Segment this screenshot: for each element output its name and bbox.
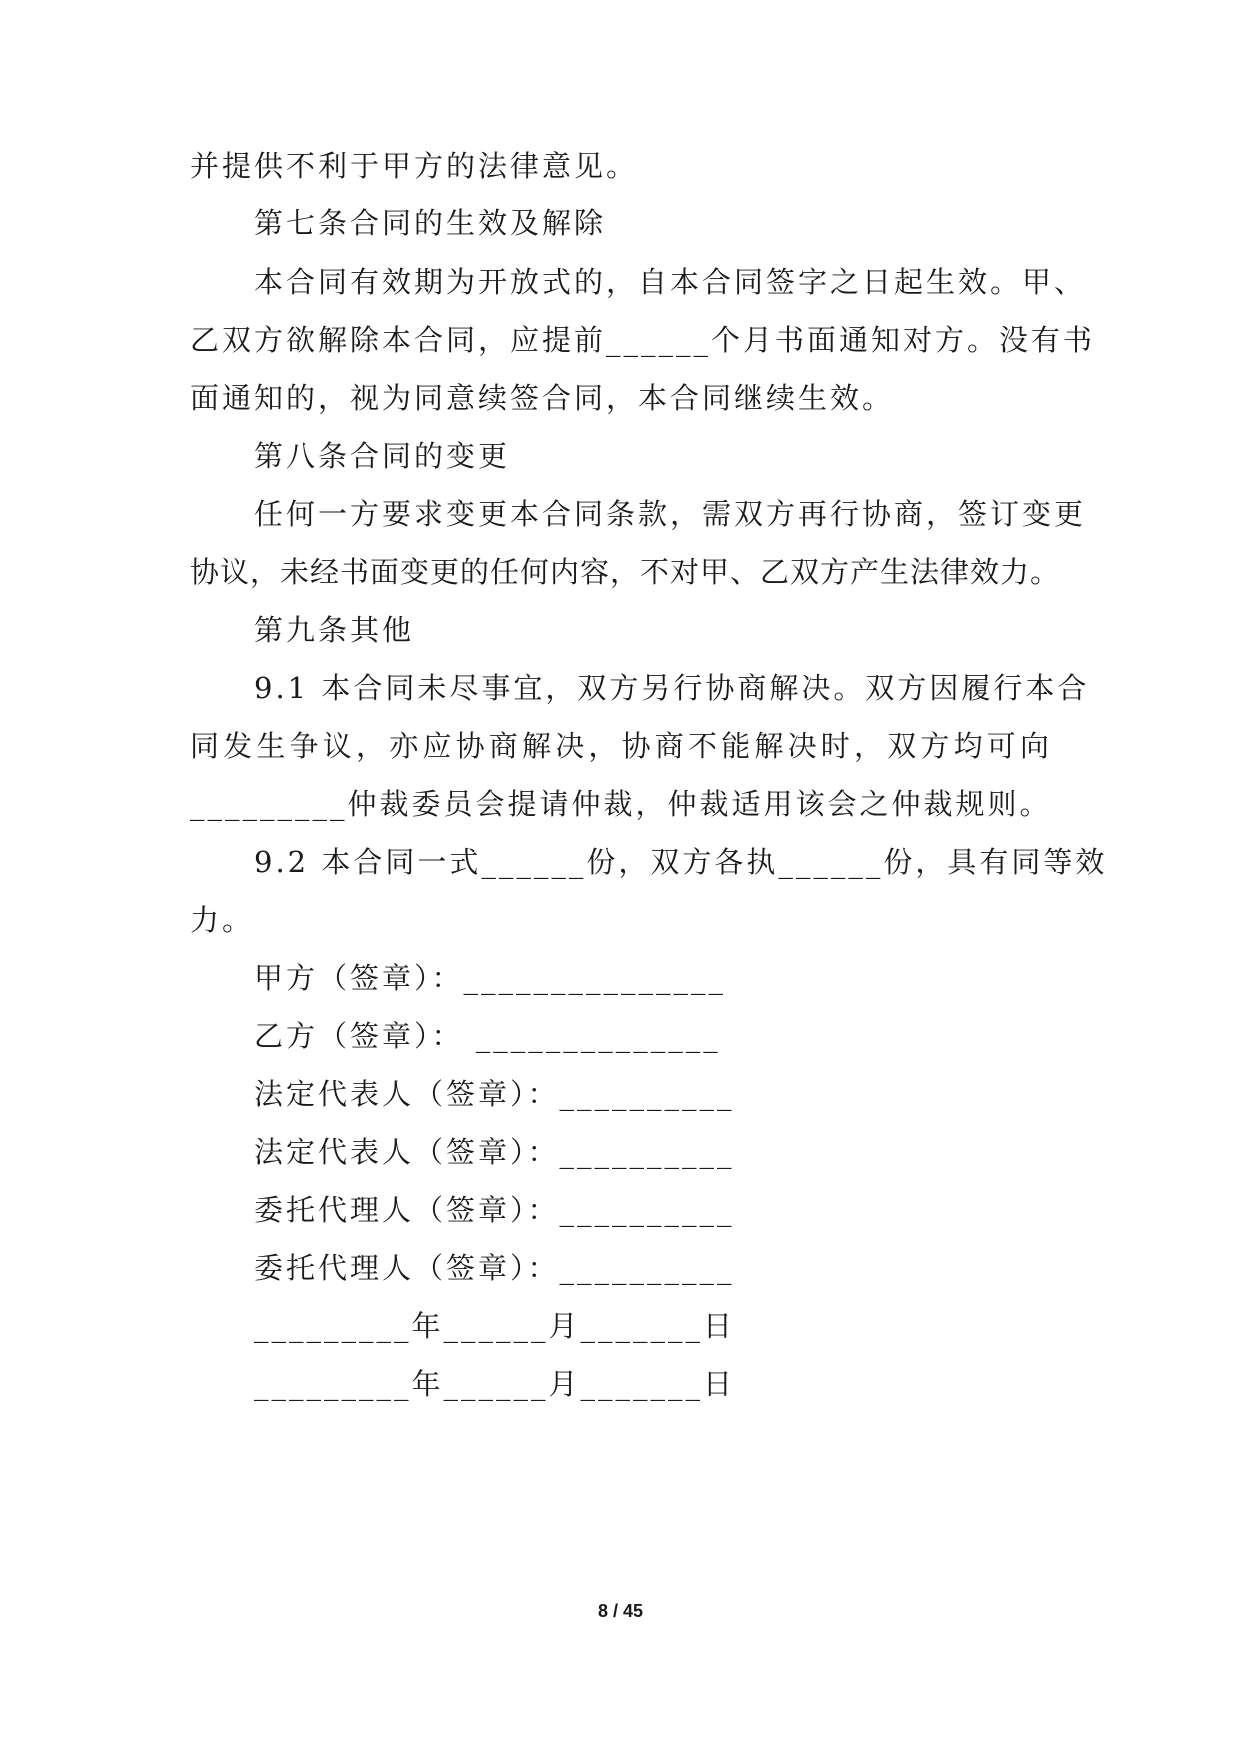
paragraph-line: 协议，未经书面变更的任何内容，不对甲、乙双方产生法律效力。 — [190, 555, 1061, 589]
paragraph-line: 同发生争议，亦应协商解决，协商不能解决时，双方均可向 — [190, 729, 1052, 763]
section-heading-9: 第九条其他 — [254, 613, 415, 647]
paragraph-line: 乙双方欲解除本合同，应提前______个月书面通知对方。没有书 — [190, 323, 1096, 357]
party-b-signature-line: 乙方（签章）： ______________ — [254, 1019, 721, 1053]
legal-representative-signature-line: 法定代表人（签章）：__________ — [254, 1135, 735, 1169]
section-heading-8: 第八条合同的变更 — [254, 439, 511, 473]
date-line: _________年______月_______日 — [254, 1367, 736, 1401]
paragraph-line: 9.2 本合同一式______份，双方各执______份，具有同等效 — [254, 845, 1108, 879]
authorized-agent-signature-line: 委托代理人（签章）：__________ — [254, 1251, 735, 1285]
legal-representative-signature-line: 法定代表人（签章）：__________ — [254, 1077, 735, 1111]
date-line: _________年______月_______日 — [254, 1309, 736, 1343]
party-a-signature-line: 甲方（签章）：_______________ — [254, 961, 727, 995]
paragraph-line: _________仲裁委员会提请仲裁，仲裁适用该会之仲裁规则。 — [190, 787, 1052, 821]
paragraph-line: 任何一方要求变更本合同条款，需双方再行协商，签订变更 — [254, 497, 1087, 531]
paragraph-line: 力。 — [190, 903, 255, 937]
section-heading-7: 第七条合同的生效及解除 — [254, 206, 607, 240]
paragraph-line: 9.1 本合同未尽事宜，双方另行协商解决。双方因履行本合 — [254, 671, 1090, 705]
paragraph-line: 面通知的，视为同意续签合同，本合同继续生效。 — [190, 381, 895, 415]
paragraph-line: 本合同有效期为开放式的，自本合同签字之日起生效。甲、 — [254, 265, 1087, 299]
authorized-agent-signature-line: 委托代理人（签章）：__________ — [254, 1193, 735, 1227]
page-number: 8 / 45 — [597, 1601, 644, 1621]
paragraph-line: 并提供不利于甲方的法律意见。 — [190, 149, 639, 183]
